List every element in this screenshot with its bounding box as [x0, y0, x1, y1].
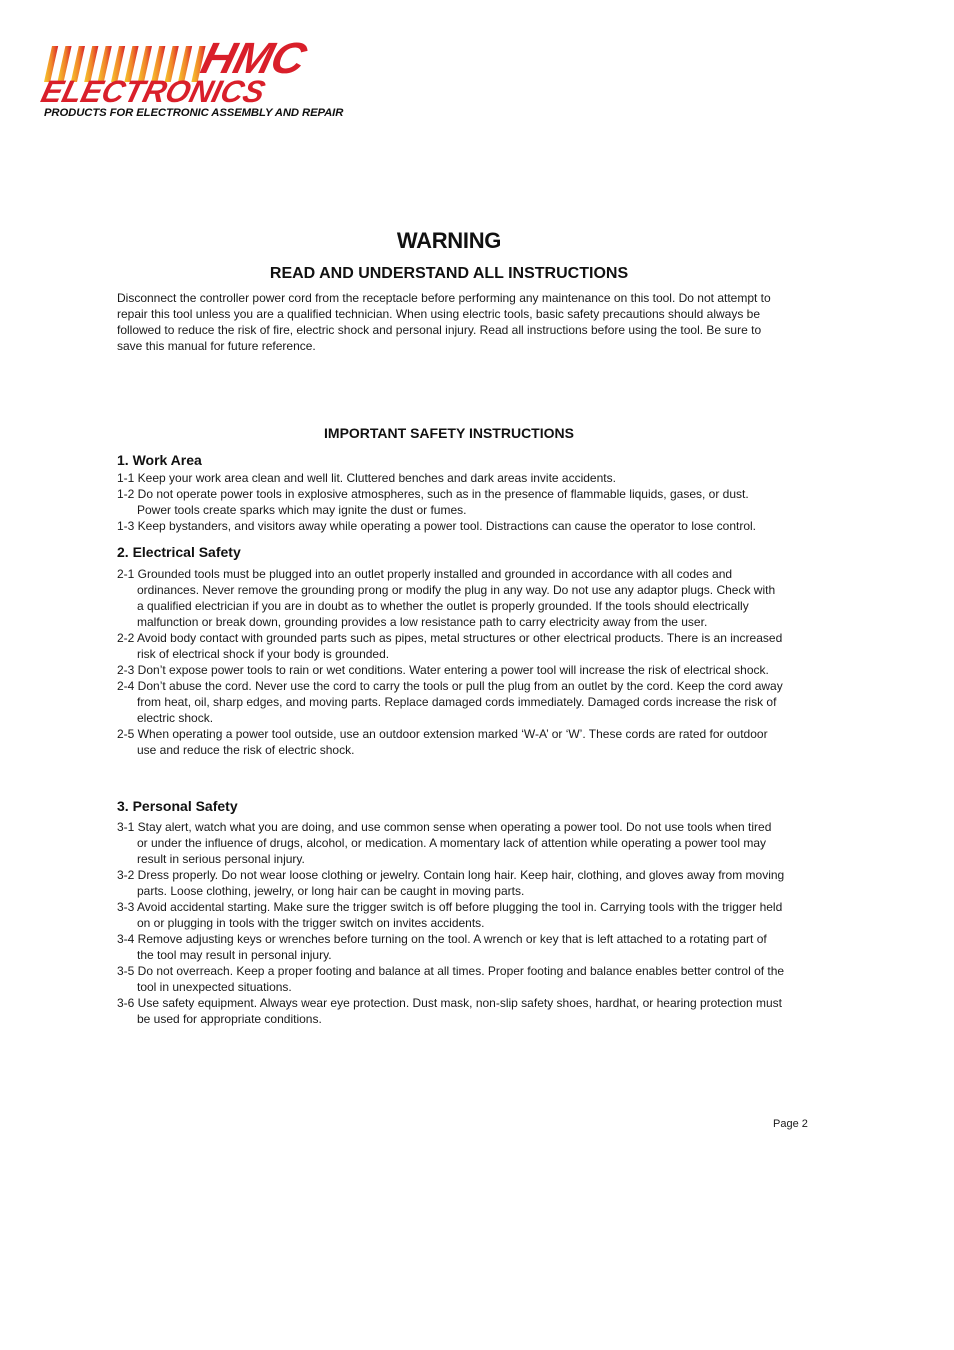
warning-title: WARNING	[396, 228, 502, 253]
logo-brand-text: HMC	[196, 33, 311, 83]
list-item: 3-5 Do not overreach. Keep a proper footing and balance at all times. Proper footing and balance enables better control of the tool in unexpected situations.	[117, 964, 785, 994]
list-item: 3-3 Avoid accidental starting. Make sure the trigger switch is off before plugging the tool in. Carrying tools with the trigger held on or plugging in tools with the trigger switch on invites accidents.	[117, 900, 783, 930]
read-instructions-title: READ AND UNDERSTAND ALL INSTRUCTIONS	[269, 265, 629, 282]
personal-safety-title: 3. Personal Safety	[117, 798, 238, 814]
logo-name-text: ELECTRONICS	[37, 74, 269, 109]
safety-instructions-title: IMPORTANT SAFETY INSTRUCTIONS	[324, 425, 574, 441]
list-item: 1-3 Keep bystanders, and visitors away while operating a power tool. Distractions can cause the operator to lose control.	[117, 519, 757, 533]
list-item: 1-2 Do not operate power tools in explosive atmospheres, such as in the presence of flammable liquids, gases, or dust. Power tools create sparks which may ignite the dust or fumes.	[117, 487, 749, 517]
personal-safety-section	[117, 797, 785, 1027]
list-item: 2-4 Don’t abuse the cord. Never use the cord to carry the tools or pull the plug from an outlet by the cord. Keep the cord away from heat, oil, sharp edges, and moving parts. Replace damaged cords immediately. Damaged cords increase the risk of electric shock.	[117, 679, 783, 725]
list-item: 3-1 Stay alert, watch what you are doing, and use common sense when operating a power tool. Do not use tools when tired or under the influence of drugs, alcohol, or medication. A momentary lack of attention while operating a power tool may result in serious personal injury.	[117, 820, 772, 866]
list-item: 3-6 Use safety equipment. Always wear eye protection. Dust mask, non-slip safety shoes, hardhat, or hearing protection must be used for appropriate conditions.	[117, 996, 782, 1026]
list-item: 2-2 Avoid body contact with grounded parts such as pipes, metal structures or other electrical products. There is an increased risk of electrical shock if your body is grounded.	[117, 631, 783, 661]
intro-paragraph: Disconnect the controller power cord from the receptacle before performing any maintenance on this tool. Do not attempt to repair this tool unless you are a qualified technician. When using electric tools, basic safety precautions should always be followed to reduce the risk of fire, electric shock and personal injury. Read all instructions before using the tool. Be sure to save this manual for future reference.	[117, 291, 771, 353]
list-item: 1-1 Keep your work area clean and well lit. Cluttered benches and dark areas invite accidents.	[117, 471, 616, 485]
company-logo	[37, 33, 368, 122]
work-area-title: 1. Work Area	[117, 452, 202, 468]
list-item: 3-2 Dress properly. Do not wear loose clothing or jewelry. Contain long hair. Keep hair, clothing, and gloves away from moving parts. Loose clothing, jewelry, or long hair can be caught in moving parts.	[117, 868, 785, 898]
list-item: 3-4 Remove adjusting keys or wrenches before turning on the tool. A wrench or key that is left attached to a rotating part of the tool may result in personal injury.	[117, 932, 767, 962]
page-number: Page 2	[773, 1118, 808, 1130]
logo-tagline: PRODUCTS FOR ELECTRONIC ASSEMBLY AND REPAIR	[44, 107, 344, 119]
list-item: 2-1 Grounded tools must be plugged into an outlet properly installed and grounded in accordance with all codes and ordinances. Never remove the grounding prong or modify the plug in any way. Do not use any adaptor plugs. Check with a qualified electrician if you are in doubt as to whether the outlet is properly grounded. If the tools should electrically malfunction or break down, grounding provides a low resistance path to carry electricity away from the user.	[117, 567, 776, 629]
list-item: 2-3 Don’t expose power tools to rain or wet conditions. Water entering a power tool will increase the risk of electrical shock.	[117, 663, 769, 677]
work-area-section	[117, 451, 785, 534]
electrical-safety-section	[117, 543, 785, 758]
electrical-safety-title: 2. Electrical Safety	[117, 544, 241, 560]
list-item: 2-5 When operating a power tool outside, use an outdoor extension marked ‘W-A’ or ‘W’. These cords are rated for outdoor use and reduce the risk of electric shock.	[117, 727, 768, 757]
